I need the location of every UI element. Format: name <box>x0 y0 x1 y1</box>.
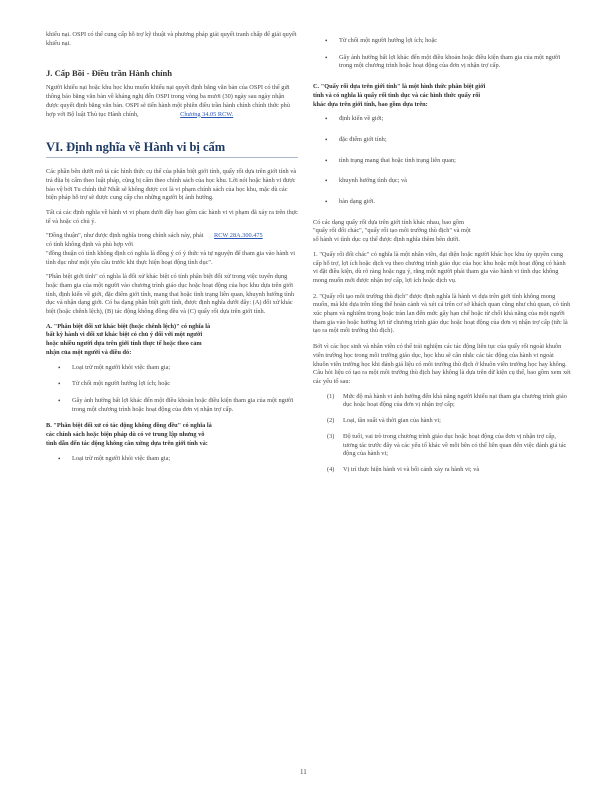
consent-text-2: "đồng thuận có tính không định có nghĩa là đồng ý có ý thức và tự nguyện để tham gia vào hành vi tình dục như một yêu cầu trước khi thực hiện hoạt động tình dục". <box>46 249 295 266</box>
section-vi-para2: Tất cả các định nghĩa về hành vi vi phạm dưới đây bao gồm các hành vi vi phạm đã xảy ra trên thực tế và hoặc có chủ ý. <box>46 209 298 225</box>
list-item: • Gây ảnh hưởng bất lợi khác đến một điều khoản hoặc điều kiện tham gia của một người trong một chương trình hoặc hoạt động của đơn vị nhận trợ cấp. <box>325 53 561 70</box>
bullet-icon: • <box>325 198 328 207</box>
law-link[interactable]: Chương 34.05 RCW. <box>180 110 234 118</box>
list-item: • khuynh hướng tình dục; và <box>325 177 407 186</box>
factors-intro: Bởi vì các học sinh và nhân viên có thể trải nghiệm các tác động liên tục của quấy rối ngoài khuôn viên trường học trong môi trường giáo dục, học khu sẽ cân nhắc các tác động của hành vi ngoài khuôn viên trường học khi đánh giá liệu có môi trường thù địch ở khuôn viên trường học hay không. Câu hỏi liệu có tạo ra một môi trường thù địch hay không là dựa trên dữ kiện cụ thể, bao gồm xem xét các yếu tố sau: <box>313 343 571 385</box>
list-item: • Loại trừ một người khỏi việc tham gia; <box>58 363 171 372</box>
list-item: • tình trạng mang thai hoặc tình trạng liên quan; <box>325 156 456 165</box>
factors-list <box>313 393 571 475</box>
types-intro: Có các dạng quấy rối dựa trên giới tính khác nhau, bao gồm "quấy rối đổi chác", "quấy rối tạo môi trường thù địch" và một số hành vi tình dục cụ thể được định nghĩa thêm bên dưới. <box>313 218 471 244</box>
discrimination-paragraph: "Phân biệt giới tính" có nghĩa là đối xử khác biệt có tính phân biệt đối xử trong việc tuyển dụng hoặc tham gia của một người vào chương trình giáo dục hoặc hoạt động của học khu dựa trên giới tính, định kiến về giới, đặc điểm giới tính, mang thai hoặc tình trạng liên quan, khuynh hướng tình dục và nhận dạng giới. Có ba dạng phân biệt giới tính, được định nghĩa dưới đây: (A) đối xử khác biệt (hoặc chênh lệch), (B) tác động không đồng đều và (C) quấy rối dựa trên giới tính. <box>46 273 295 316</box>
rcw-link[interactable]: RCW 28A.300.475 <box>214 232 263 240</box>
left-column <box>46 31 298 471</box>
consent-text: "Đồng thuận", như được định nghĩa trong chính sách này, phải có tính không định và phù hợp với <box>46 232 204 249</box>
section-divider <box>46 157 298 158</box>
sub-b-list <box>46 455 298 464</box>
bullet-icon: • <box>58 454 61 463</box>
list-item: (1) Mức độ mà hành vi ảnh hưởng đến khả năng người khiếu nại tham gia chương trình giáo dục hoặc hoạt động của đơn vị nhận trợ cấp; <box>327 392 567 409</box>
bullet-icon: • <box>325 53 328 62</box>
list-item: 1. "Quấy rối đổi chác" có nghĩa là một nhân viên, đại diện hoặc người khác học khu ủy quyền cung cấp hỗ trợ, lợi ích hoặc dịch vụ theo chương trình giáo dục của học khu hoặc một hoạt động có hành vi đặt điều kiện, dù rõ ràng hoặc ngụ ý, rằng một người phải tham gia vào hành vi tình dục không mong muốn mới được nhận trợ cấp, lợi ích hoặc dịch vụ. <box>313 250 566 284</box>
list-item: (2) Loại, tần suất và thời gian của hành vi; <box>327 417 441 425</box>
section-vi-para1: Các phần bên dưới mô tả các hình thức cụ thể của phân biệt giới tính, quấy rối dựa trên giới tính và trả đũa bị cấm theo luật pháp, cũng bị cấm theo chính sách của học khu. Lời nói hoặc hành vi được bảo vệ bởi Tu chính thứ Nhất sẽ không được coi là vi phạm chính sách của học khu, mặc dù các biện pháp hỗ trợ sẽ được cung cấp cho những người bị ảnh hưởng. <box>46 168 297 202</box>
right-column <box>313 37 571 482</box>
list-item: • Gây ảnh hưởng bất lợi khác đến một điều khoản hoặc điều kiện tham gia của một người trong một chương trình hoặc hoạt động của đơn vị nhận trợ cấp. <box>58 396 294 413</box>
list-item: • định kiến về giới; <box>325 115 384 124</box>
list-item: • Từ chối một người hưởng lợi ích; hoặc <box>325 37 438 45</box>
bullet-icon: • <box>58 363 61 372</box>
sub-a-list <box>46 364 298 415</box>
consent-paragraph <box>46 232 298 267</box>
list-item: • Từ chối một người hưởng lợi ích; hoặc <box>58 380 171 389</box>
section-j-body <box>46 84 298 119</box>
bullet-icon: • <box>325 37 328 45</box>
list-item: (4) Vị trí thực hiện hành vi và bối cảnh xảy ra hành vi; và <box>327 465 480 473</box>
bullet-icon: • <box>325 177 328 186</box>
sub-c-list <box>313 115 571 207</box>
list-item: • Loại trừ một người khỏi việc tham gia; <box>58 454 171 463</box>
section-j-heading: J. Cấp Bồi - Điều trần Hành chính <box>46 68 173 79</box>
section-vi-heading: VI. Định nghĩa về Hành vi bị cấm <box>46 140 226 155</box>
bullet-icon: • <box>58 396 61 405</box>
bullet-icon: • <box>325 156 328 165</box>
intro-paragraph: khiếu nại. OSPI có thể cung cấp hỗ trợ kỹ thuật và phương pháp giải quyết tranh chấp để giải quyết khiếu nại. <box>46 31 297 47</box>
harassment-types-list <box>313 251 571 336</box>
list-item: (3) Độ tuổi, vai trò trong chương trình giáo dục hoặc hoạt động của đơn vị nhận trợ cấp, tương tác trước đây và các yếu tố khác về mỗi bên có thể liên quan đến việc đánh giá tác động của hành vi; <box>327 432 567 458</box>
list-item: • bản dạng giới. <box>325 198 376 207</box>
page-number: 11 <box>300 768 307 776</box>
sub-c-heading: C. "Quấy rối dựa trên giới tính" là một hình thức phân biệt giới tính và có nghĩa là quấy rối tình dục và các hình thức quấy rối khác dựa trên giới tính, bao gồm dựa trên: <box>313 83 486 108</box>
list-item: • đặc điểm giới tính; <box>325 135 387 144</box>
list-item: 2. "Quấy rối tạo môi trường thù địch" được định nghĩa là hành vi dựa trên giới tính không mong muốn, mà khi dựa trên tổng thể hoàn cảnh và xét cả trên cơ sở khách quan cũng như chủ quan, có tính xúc phạm và nghiêm trọng hoặc tràn lan đến mức gây hạn chế hoặc từ chối khả năng của một người tham gia vào hoặc hưởng lợi từ chương trình giáo dục hoặc hoạt động của đơn vị nhận trợ cấp (tức là tạo ra một môi trường thù địch). <box>313 292 571 335</box>
bullet-icon: • <box>325 115 328 124</box>
bullet-icon: • <box>58 380 61 389</box>
section-j-body-text: Người khiếu nại hoặc khu học khu muốn khiếu nại quyết định bằng văn bản của OSPI có thể gửi thông báo bằng văn bản về kháng nghị đến OSPI trong vòng ba mươi (30) ngày sau ngày nhận được quyết định bằng văn bản. OSPI sẽ tiến hành một phiên điều trần hành chính chính thức phù hợp với Bộ luật Thủ tục Hành chính, <box>46 84 290 118</box>
bullet-icon: • <box>325 135 328 144</box>
top-list <box>313 37 571 71</box>
sub-a-heading: A. "Phân biệt đối xử khác biệt (hoặc chênh lệch)" có nghĩa là bất kỳ hành vi đối xử khác biệt có chủ ý đối với một người hoặc nhiều người dựa trên giới tính thực tế hoặc theo cảm nhận của một người và điều đó: <box>46 322 211 356</box>
sub-b-heading: B. "Phân biệt đối xử có tác động không đồng đều" có nghĩa là các chính sách hoặc biện pháp dù có vẻ trung lập nhưng vô tình dẫn đến tác động không cân xứng dựa trên giới tính và: <box>46 422 212 447</box>
